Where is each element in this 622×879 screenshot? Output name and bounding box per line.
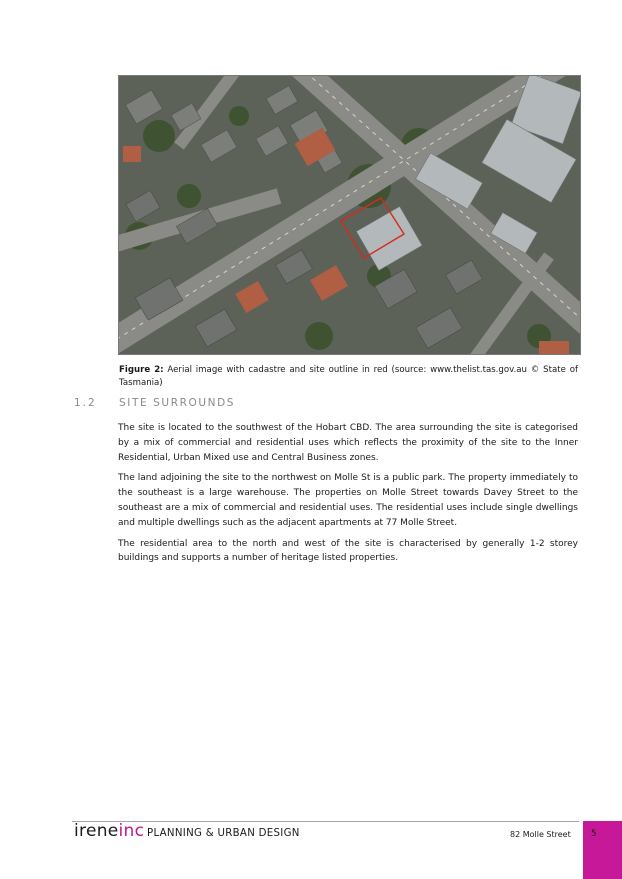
aerial-image	[119, 76, 580, 354]
section-number: 1.2	[74, 397, 97, 409]
page-number: 5	[591, 829, 597, 839]
figure-caption	[119, 364, 578, 389]
company-logo	[74, 821, 144, 841]
company-tagline: PLANNING & URBAN DESIGN	[147, 828, 300, 839]
footer-address: 82 Molle Street	[510, 830, 571, 839]
paragraph: The residential area to the north and west of the site is characterised by generally 1-2 storey buildings and supports a number of heritage listed properties.	[118, 538, 578, 564]
figure-caption-text: Aerial image with cadastre and site outline in red (source: www.thelist.tas.gov.au © State of Tasmania)	[119, 365, 578, 388]
footer-divider	[72, 821, 579, 822]
logo-part-irene: irene	[74, 821, 119, 841]
paragraph: The site is located to the southwest of the Hobart CBD. The area surrounding the site is categorised by a mix of commercial and residential uses which reflects the proximity of the site to the Inner Residential, Urban Mixed use and Central Business zones.	[118, 423, 578, 463]
page-number-tab	[583, 821, 622, 879]
paragraph: The land adjoining the site to the northwest on Molle St is a public park. The property immediately to the southeast is a large warehouse. The properties on Molle Street towards Davey Street to the southeast are a mix of commercial and residential uses. The residential uses include single dwellings and multiple dwellings such as the adjacent apartments at 77 Molle Street.	[118, 473, 578, 528]
section-title: SITE SURROUNDS	[119, 397, 236, 409]
aerial-photo	[119, 76, 580, 354]
body-text	[118, 421, 578, 572]
figure-caption-label: Figure 2:	[119, 365, 164, 375]
logo-part-inc: inc	[118, 821, 145, 841]
